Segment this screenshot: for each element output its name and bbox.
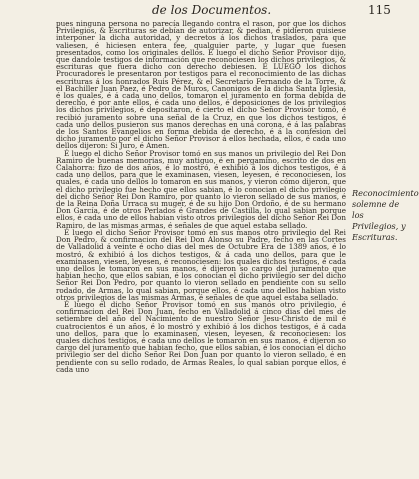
paragraph: É luego el dicho Señor Provisor tomó en sus manos otro privilegio, é confirmacion del Rei Don Juan, fecho en Valladolid á cinco dias del mes de setiembre del año del Nacimiento de nuestro Señor Jesu-Christo de mil é cuatrocientos é un años, é lo mostró y exhibió á los dichos testigos, é á cada uno dellos, para que lo examinasen, viesen, leyesen, & reconociesen: los quales dichos testigos, é cada uno dellos le tomaron en sus manos, é dijeron so cargo del juramento que habian fecho, que ellos sabian, é los conocian el dicho privilegio ser del dicho Señor Rei Don Juan por quanto lo vieron sellado, é en pendiente con su sello rodado, de Armas Reales, lo qual sabian porque ellos, é cada uno (56, 299, 346, 374)
paragraph: É luego el dicho Señor Provisor tomó en sus manos otro privilegio del Rei Don Pedro, & confirmacion del Rei Don Alonso su Padre, fecho en las Cortes de Valladolid á veinte é ocho dias del mes de Octubre Era de 1389 años, é lo mostró, & exhibió á los dichos testigos, & á cada uno dellos, para que le examinasen, viesen, leyesen, é reconociesen: los quales dichos testigos, é cada uno dellos le tomaron en sus manos, é dijeron so cargo del juramento que habian hecho, que ellos sabian, é los conocian el dicho privilegio ser del dicho Señor Rei Don Pedro, por quanto lo vieron sellado en pendiente con su sello rodado, de Armas, lo qual sabian, porque ellos, é cada uno dellos habian visto otros privilegios de las mismas Armas, é señales de que aquel estaba sellado. (56, 227, 346, 302)
body-text (56, 20, 346, 476)
page-header (0, 2, 407, 18)
running-title: de los Documentos. (152, 3, 272, 17)
margin-note: Reconocimiento solemne de los Privilegios, y Escrituras. (352, 188, 419, 242)
page-number: 115 (368, 3, 391, 17)
paragraph: É luego el dicho Señor Provisor tomó en sus manos un privilegio del Rei Don Ramiro de buenas memorias, muy antiguo, é en pergamino, escrito de dos en Calahorra: fizo de dos años, é lo mostró, é exhibió á los dichos testigos, é á cada uno dellos, para que le examinasen, viesen, leyesen, é reconociesen, los quales, é cada uno dellos lo tomaron en sus manos, y vieron cómo dijeron, que el dicho privilegio fue hecho que ellos sabian, é lo conocian el dicho privilegio del dicho Señor Rei Don Ramiro, por quanto lo vieron sellado de sus manos, é de la Reina Doña Urraca su muger, é de su hijo Don Ordoño, é de su hermano Don García, é de otros Perlados é Grandes de Castilla, lo qual sabian porque ellos, é cada uno de ellos habian visto otros privilegios del dicho Señor Rei Don Ramiro, de las mismas armas, é señales de que aquel estaba sellado. (56, 148, 347, 230)
paragraph: pues ninguna persona no parecía llegando contra el rason, por que los dichos Privilegios, & Escrituras se debían de autorizar, & pedian, é pidieron quisiese interponer la dicha autoridad, y decretos á los dichos traslados, para que valiesen, é hiciesen entera fee, qualquier parte, y lugar que fuesen presentados, como los originales dellos. É luego el dicho Señor Provisor dijo, que dandole testigos de información que reconociesen los dichos privilegios, & escrituras que fuera dicho con derecho debiesen. É LUEGO los dichos Procuradores le presentaron por testigos para el reconocimiento de las dichas escrituras á los honrados Ruis Pérez, & el Secretario Fernando de la Torre, & el Bachiller Juan Paez, é Pedro de Muros, Canonigos de la dicha Santa Iglesia, é los quales, é á cada uno dellos, tomaron el juramento en forma debida de derecho, é por ante ellos, é cada uno dellos, é deposiciones de los privilegios los dichos privilegios, é depositaron, é cierto el dicho Señor Provisor tomó, é recibió juramento sobre una señal de la Cruz, en que los dichos testigos, é cada uno dellos pusieron sus manos derechas en una corona, é á las palabras de los Santos Evangelios en forma debida de derecho, é á la confesion del dicho juramento por el dicho Señor Provisor á ellos hechada, ellos, é cada uno dellos dijeron: Si Juro, é Amen. (56, 19, 346, 151)
